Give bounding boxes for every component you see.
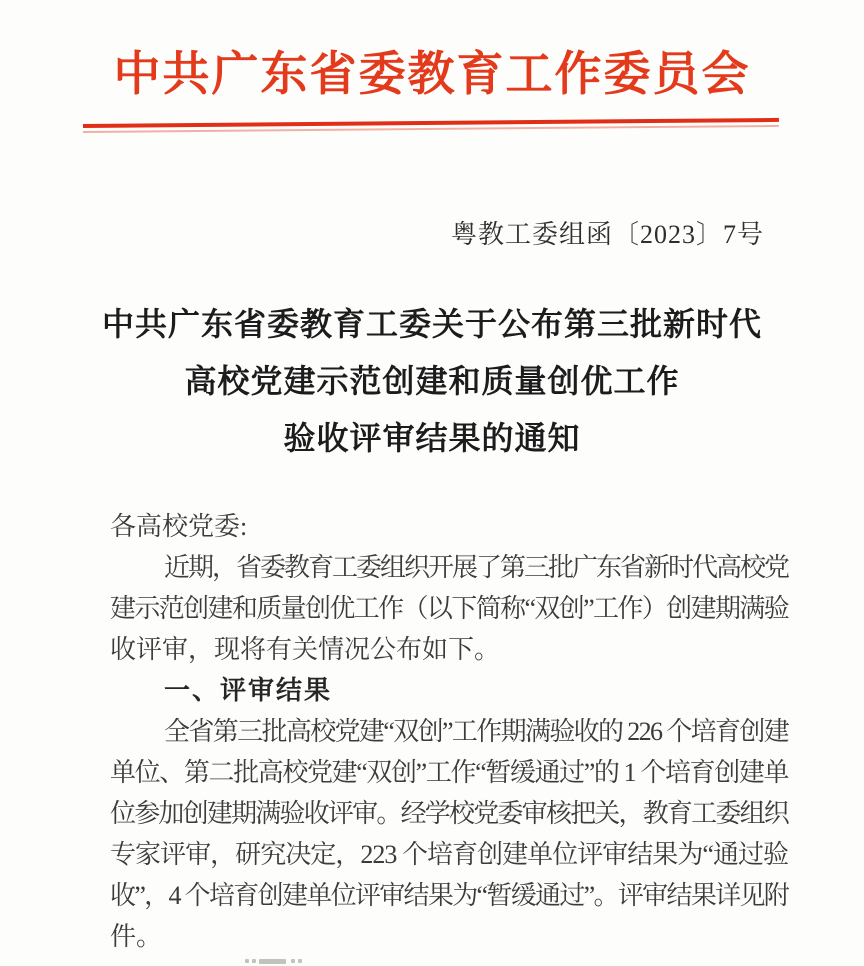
body-line: 全省第三批高校党建“双创”工作期满验收的 226 个培育创建	[164, 717, 789, 746]
body-line: 近期，省委教育工委组织开展了第三批广东省新时代高校党	[164, 553, 789, 582]
document-body	[110, 506, 788, 957]
document-title-line-3: 验收评审结果的通知	[283, 420, 581, 456]
document-title-line-2: 高校党建示范创建和质量创优工作	[184, 363, 680, 399]
body-line: 专家评审，研究决定，223 个培育创建单位评审结果为“通过验	[110, 840, 789, 869]
body-line: 单位、第二批高校党建“双创”工作“暂缓通过”的 1 个培育创建单	[110, 758, 789, 787]
letterhead-org-name: 中共广东省委教育工作委员会	[113, 49, 751, 101]
clipped-next-line-fragment	[243, 959, 343, 964]
letterhead-rule	[83, 118, 779, 133]
body-line: 件。	[110, 922, 163, 951]
body-line: 各高校党委:	[110, 512, 248, 541]
body-line: 位参加创建期满验收评审。经学校党委审核把关，教育工委组织	[110, 799, 789, 828]
document-number: 粤教工委组函〔2023〕7号	[450, 220, 764, 249]
section-heading: 一、评审结果	[164, 675, 333, 705]
body-line: 建示范创建和质量创优工作（以下简称“双创”工作）创建期满验	[110, 594, 789, 623]
body-line: 收评审，现将有关情况公布如下。	[110, 635, 501, 664]
document-title-line-1: 中共广东省委教育工委关于公布第三批新时代	[101, 306, 762, 342]
document-title	[0, 296, 864, 467]
body-line: 收”，4 个培育创建单位评审结果为“暂缓通过”。评审结果详见附	[110, 881, 789, 910]
